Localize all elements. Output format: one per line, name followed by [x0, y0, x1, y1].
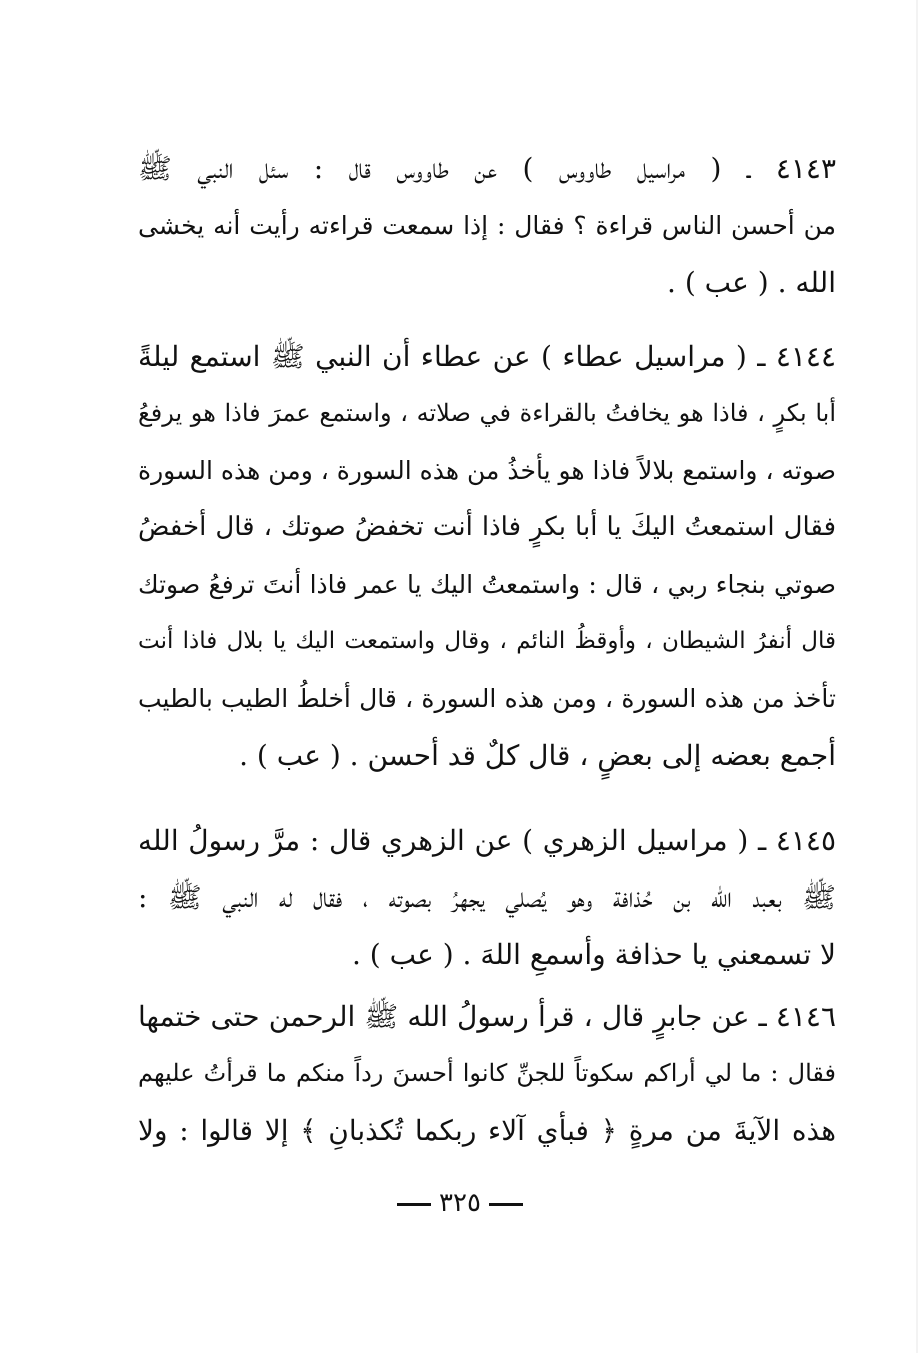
text-line: ٤١٤٣ ـ ( مراسيل طاووس ) عن طاووس قال : سئل النبي ﷺ — [138, 152, 836, 185]
text-line: ﷺ بعبد الله بن حُذافة وهو يُصلي يجهرُ بصوته ، فقال له النبي ﷺ : — [138, 881, 836, 914]
page-number — [0, 1188, 920, 1218]
text-line: من أحسن الناس قراءة ؟ فقال : إذا سمعت قراءته رأيت أنه يخشى — [138, 211, 836, 240]
text-line: فقال : ما لي أراكم سكوتاً للجنِّ كانوا أحسنَ رداً منكم ما قرأتُ عليهم — [138, 1059, 836, 1087]
hadith-entry-4144 — [138, 328, 836, 784]
text-line: صوته ، واستمع بلالاً فاذا هو يأخذُ من هذه السورة ، ومن هذه السورة — [138, 456, 836, 485]
text-line: فقال استمعتُ اليكَ يا أبا بكرٍ فاذا أنت تخفضُ صوتك ، قال أخفضُ — [138, 512, 836, 542]
text-line: ٤١٤٦ ـ عن جابرٍ قال ، قرأ رسولُ الله ﷺ الرحمن حتى ختمها — [138, 1000, 836, 1033]
page-edge — [916, 0, 918, 1353]
text-line: صوتي بنجاء ربي ، قال : واستمعتُ اليك يا عمر فاذا أنتَ ترفعُ صوتك — [138, 570, 836, 599]
text-line: ٤١٤٤ ـ ( مراسيل عطاء ) عن عطاء أن النبي ﷺ استمع ليلةً — [138, 340, 836, 373]
text-line: قال أنفرُ الشيطان ، وأوقظُ النائم ، وقال واستمعت اليك يا بلال فاذا أنت — [138, 628, 836, 654]
hadith-entry-4145 — [138, 812, 836, 983]
text-line: لا تسمعني يا حذافة وأسمعِ اللهَ . ( عب ) . — [351, 938, 836, 971]
text-line: أجمع بعضه إلى بعضٍ ، قال كلٌ قد أحسن . ( عب ) . — [239, 739, 836, 772]
text-line: أبا بكرٍ ، فاذا هو يخافتُ بالقراءة في صلاته ، واستمع عمرَ فاذا هو يرفعُ — [138, 399, 836, 427]
hadith-entry-4143 — [138, 140, 836, 311]
page-number-dash-left — [489, 1203, 523, 1206]
page-number-value: ٣٢٥ — [439, 1188, 481, 1218]
text-line: هذه الآيةَ من مرةٍ ﴿ فبأي آلاء ربكما تُكذبانِ ﴾ إلا قالوا : ولا — [138, 1114, 836, 1147]
page-number-dash-right — [397, 1203, 431, 1206]
text-line: تأخذ من هذه السورة ، ومن هذه السورة ، قال أخلطُ الطيب بالطيب — [138, 684, 836, 713]
text-line: ٤١٤٥ ـ ( مراسيل الزهري ) عن الزهري قال : مرَّ رسولُ الله — [138, 824, 836, 857]
hadith-entry-4146 — [138, 988, 836, 1159]
text-line: الله . ( عب ) . — [667, 266, 836, 299]
